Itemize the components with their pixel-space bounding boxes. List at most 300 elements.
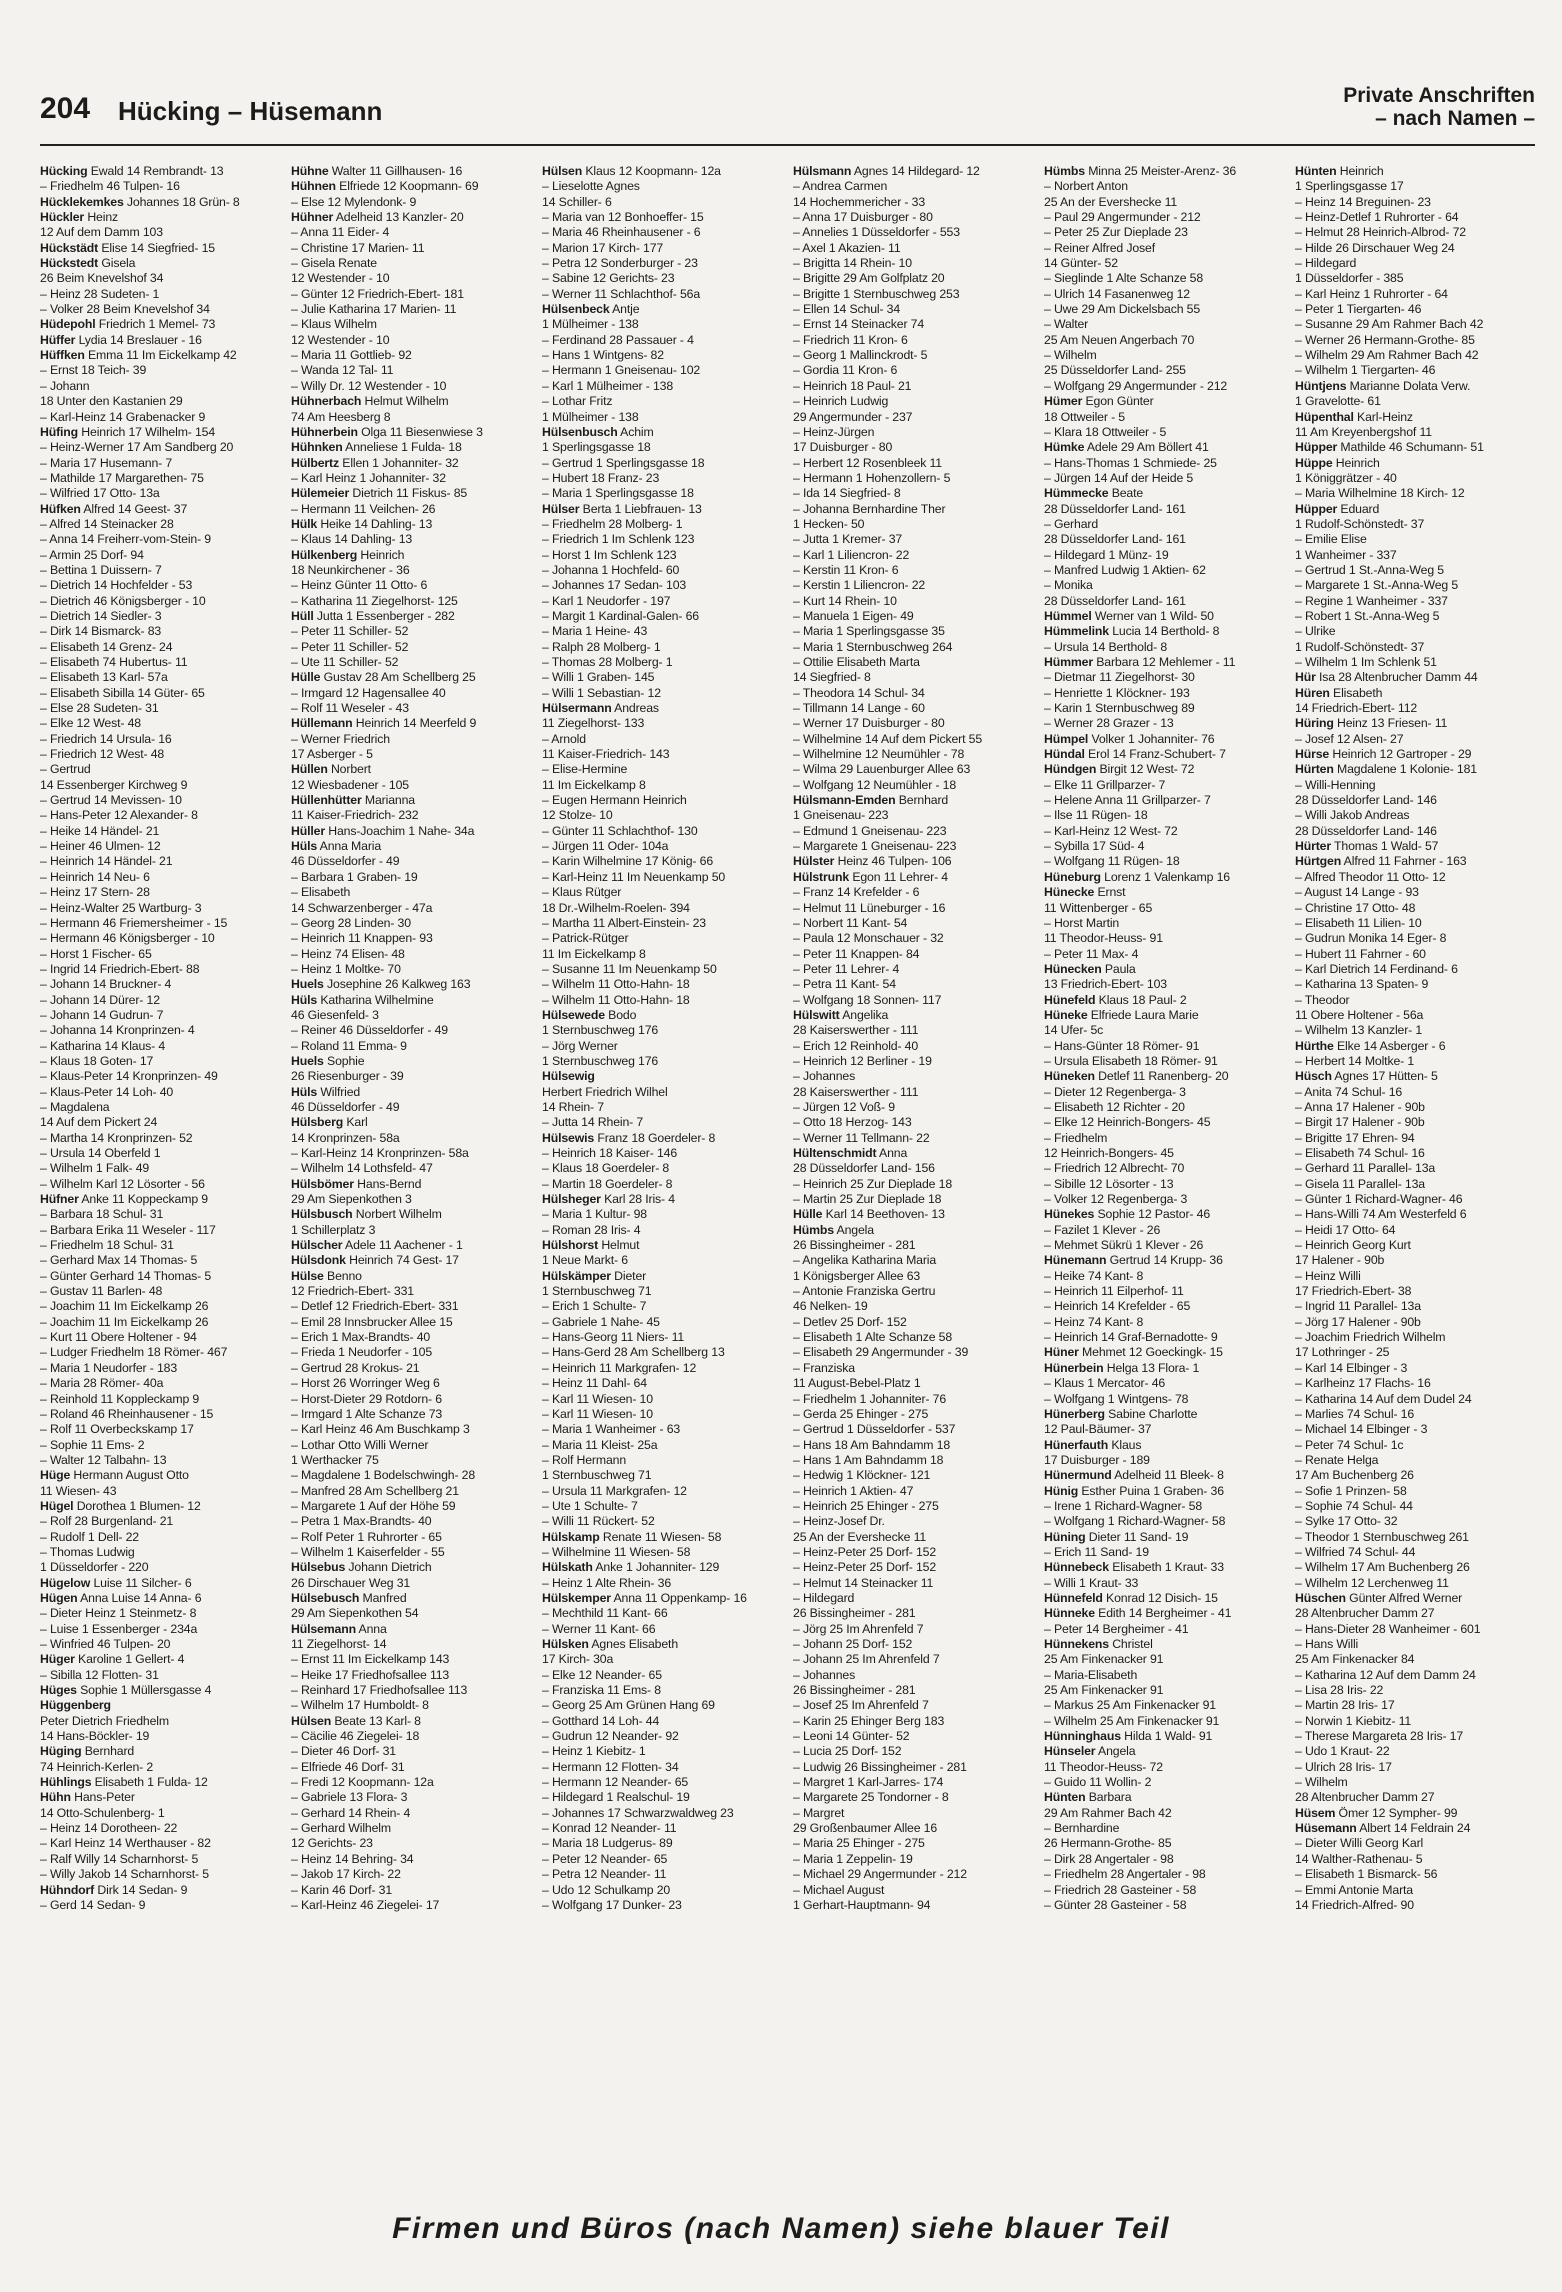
directory-entry: – Friedhelm 46 Tulpen- 16 [40,179,180,194]
directory-entry: – Friedrich 12 Albrecht- 70 [1044,1161,1185,1176]
directory-entry: Hüll Jutta 1 Essenberger - 282 [291,608,455,623]
directory-entry: – Uwe 29 Am Dickelsbach 55 [1044,302,1201,317]
directory-entry: – Dieter Willi Georg Karl [1295,1836,1424,1851]
directory-entry: – Kurt 11 Obere Holtener - 94 [40,1330,197,1345]
directory-entry: – Wilhelm 1 Im Schlenk 51 [1295,655,1437,669]
directory-entry: – Elisabeth [291,885,351,900]
directory-entry: 1 Gravelotte- 61 [1295,394,1381,409]
directory-entry: – Lucia 25 Dorf- 152 [793,1744,902,1759]
directory-entry: – Maria 28 Römer- 40a [40,1376,164,1391]
directory-entry: – Wolfgang 18 Sonnen- 117 [793,992,942,1007]
directory-entry: – Guido 11 Wollin- 2 [1044,1775,1152,1790]
directory-entry: Hüpenthal Karl-Heinz [1295,409,1413,424]
directory-entry: – Wilfried 17 Otto- 13a [40,486,160,501]
directory-entry: – Marion 17 Kirch- 177 [542,240,664,255]
directory-entry: – Heinz-Peter 25 Dorf- 152 [793,1544,937,1559]
directory-entry: 17 Lothringer - 25 [1295,1345,1390,1360]
directory-entry: – Gabriele 1 Nahe- 45 [542,1314,660,1329]
directory-entry: Hülsken Agnes Elisabeth [542,1637,679,1651]
directory-entry: – Friedrich 12 West- 48 [40,747,165,762]
directory-entry: – Barbara Erika 11 Weseler - 117 [40,1222,216,1237]
directory-entry: – Ernst 18 Teich- 39 [40,363,147,378]
directory-entry: – Willi Jakob Andreas [1295,808,1410,823]
directory-entry: – Johann 25 Im Ahrenfeld 7 [793,1652,940,1667]
directory-entry: – Irmgard 1 Alte Schanze 73 [291,1406,443,1421]
directory-entry: Hümer Egon Günter [1044,394,1154,409]
directory-entry: – Lisa 28 Iris- 22 [1295,1683,1384,1698]
directory-entry: – Hans 1 Wintgens- 82 [542,348,664,363]
directory-entry: – Magdalena [40,1099,110,1114]
directory-entry: – Karin 46 Dorf- 31 [291,1882,393,1897]
directory-entry: – Walter 12 Talbahn- 13 [40,1452,167,1467]
directory-entry: 28 Düsseldorfer Land- 156 [793,1161,935,1176]
directory-entry: Hünerbein Helga 13 Flora- 1 [1044,1360,1200,1375]
directory-entry: – Erich 11 Sand- 19 [1044,1544,1149,1559]
directory-entry: – Johann 14 Gudrun- 7 [40,1007,164,1022]
directory-entry: – Jakob 17 Kirch- 22 [291,1867,401,1882]
directory-entry: Hüfing Heinrich 17 Wilhelm- 154 [40,424,216,439]
directory-entry: – Roland 11 Emma- 9 [291,1038,407,1053]
directory-column-2 [291,164,531,2182]
directory-entry: – Hans-Willi 74 Am Westerfeld 6 [1295,1207,1467,1222]
directory-entry: – Hilde 26 Dirschauer Weg 24 [1295,240,1455,255]
directory-entry: 12 Stolze- 10 [542,808,613,823]
directory-entry: – Josef 25 Im Ahrenfeld 7 [793,1698,929,1713]
directory-entry: – Ulrike [1295,624,1336,639]
directory-entry: Hülscher Adele 11 Aachener - 1 [291,1238,463,1253]
directory-entry: – Willi-Henning [1295,777,1376,792]
directory-entry: 14 Ufer- 5c [1044,1023,1104,1038]
directory-entry: 17 Asberger - 5 [291,747,373,762]
directory-entry: – Marlies 74 Schul- 16 [1295,1406,1415,1421]
directory-entry: – Hans 18 Am Bahndamm 18 [793,1437,951,1452]
directory-entry: Hünneke Edith 14 Bergheimer - 41 [1044,1606,1232,1621]
directory-entry: 1 Mülheimer - 138 [542,317,639,332]
directory-entry: – Günter 28 Gasteiner - 58 [1044,1897,1187,1912]
directory-entry: – Elisabeth 11 Lilien- 10 [1295,915,1422,930]
directory-entry: – Hans 1 Am Bahndamm 18 [793,1452,944,1467]
directory-entry: – Willy Dr. 12 Westender - 10 [291,378,447,393]
directory-entry: – Angelika Katharina Maria [793,1253,937,1268]
directory-entry: 25 Am Finkenacker 84 [1295,1652,1415,1667]
directory-entry: Hülskemper Anna 11 Oppenkamp- 16 [542,1590,747,1605]
directory-entry: Hümmel Werner van 1 Wild- 50 [1044,608,1214,623]
directory-entry: Hünnefeld Konrad 12 Disich- 15 [1044,1590,1218,1605]
directory-entry: – Gertrud [40,762,91,777]
directory-entry: – Elke 11 Grillparzer- 7 [1044,777,1166,792]
directory-entry: 1 Sternbuschweg 71 [542,1284,652,1299]
directory-entry: 13 Friedrich-Ebert- 103 [1044,977,1167,992]
directory-entry: Hümmelink Lucia 14 Berthold- 8 [1044,624,1220,639]
directory-entry: – Else 12 Mylendonk- 9 [291,194,417,209]
directory-entry: – Ursula 11 Markgrafen- 12 [542,1483,687,1498]
directory-entry: – Heinz 14 Dorotheen- 22 [40,1821,178,1836]
directory-entry: – Theodora 14 Schul- 34 [793,685,925,700]
directory-column-4 [793,164,1033,2182]
directory-entry: Hürtgen Alfred 11 Fahrner - 163 [1295,854,1467,869]
directory-entry: Hüges Sophie 1 Müllersgasse 4 [40,1683,212,1698]
directory-entry: – Klaus Rütger [542,885,622,900]
directory-entry: Huels Sophie [291,1053,365,1068]
directory-entry: 12 Heinrich-Bongers- 45 [1044,1146,1174,1160]
directory-entry: Hürthe Elke 14 Asberger - 6 [1295,1038,1446,1053]
directory-entry: 14 Otto-Schulenberg- 1 [40,1805,165,1820]
directory-entry: – Ursula 14 Berthold- 8 [1044,639,1168,654]
directory-entry: Hürten Magdalene 1 Kolonie- 181 [1295,762,1477,777]
directory-entry: – Friedhelm 28 Angertaler - 98 [1044,1867,1206,1882]
directory-entry: – Heinz 28 Sudeten- 1 [40,286,160,301]
directory-entry: – Martin 25 Zur Dieplade 18 [793,1192,942,1207]
directory-entry: – Friedhelm 28 Molberg- 1 [542,516,683,531]
directory-entry: 17 Kirch- 30a [542,1652,614,1667]
directory-entry: 14 Friedrich-Alfred- 90 [1295,1897,1414,1912]
directory-entry: Hückler Heinz [40,210,119,225]
directory-entry: – Wolfgang 1 Wintgens- 78 [1044,1391,1189,1406]
directory-entry: – Norwin 1 Kiebitz- 11 [1295,1713,1412,1728]
directory-entry: 17 Duisburger - 80 [793,440,893,455]
directory-entry: – Mehmet Sükrü 1 Klever - 26 [1044,1238,1204,1253]
directory-entry: 14 Kronprinzen- 58a [291,1130,400,1145]
directory-entry: – Anna 17 Duisburger - 80 [793,210,933,225]
directory-entry: – Heinz-Walter 25 Wartburg- 3 [40,900,202,915]
directory-entry: – Herbert 14 Moltke- 1 [1295,1053,1415,1068]
directory-entry: – Konrad 12 Neander- 11 [542,1821,677,1836]
directory-entry: – Roman 28 Iris- 4 [542,1222,641,1237]
directory-entry: – Elisabeth 13 Karl- 57a [40,670,168,685]
directory-entry: – Michael 14 Elbinger - 3 [1295,1422,1428,1437]
directory-columns [40,164,1535,2182]
directory-entry: – Arnold [542,731,586,746]
directory-entry: – Wolfgang 11 Rügen- 18 [1044,854,1180,869]
directory-entry: – Emil 28 Innsbrucker Allee 15 [291,1314,453,1329]
directory-entry: – Jutta 14 Rhein- 7 [542,1115,644,1130]
directory-entry: Hühne Walter 11 Gillhausen- 16 [291,164,463,178]
directory-entry: – Wilhelm 13 Kanzler- 1 [1295,1023,1423,1038]
directory-entry: – Julie Katharina 17 Marien- 11 [291,302,457,317]
directory-entry: – Hermann 11 Veilchen- 26 [291,501,436,516]
directory-entry: – Hermann 1 Gneisenau- 102 [542,363,701,378]
directory-entry: – Regine 1 Wanheimer - 337 [1295,593,1448,608]
directory-entry: – Gertrud 1 Düsseldorfer - 537 [793,1422,956,1437]
directory-entry: – Heiner 46 Ulmen- 12 [40,839,161,854]
directory-entry: – Johannes [793,1069,856,1084]
directory-entry: – Christine 17 Marien- 11 [291,240,425,255]
directory-entry: 12 Friedrich-Ebert- 331 [291,1284,414,1299]
directory-entry: – Heinz Günter 11 Otto- 6 [291,578,428,593]
directory-entry: 1 Sperlingsgasse 17 [1295,179,1404,194]
directory-entry: – Werner 28 Grazer - 13 [1044,716,1174,731]
directory-entry: Hüller Hans-Joachim 1 Nahe- 34a [291,823,475,838]
directory-entry: – Petra 11 Kant- 54 [793,977,896,992]
directory-entry: – Lieselotte Agnes [542,179,640,194]
directory-entry: – Tillmann 14 Lange - 60 [793,701,925,716]
directory-entry: 11 August-Bebel-Platz 1 [793,1376,921,1391]
directory-entry: 28 Altenbrucher Damm 27 [1295,1606,1435,1621]
directory-entry: – August 14 Lange - 93 [1295,885,1419,900]
directory-entry: Hüls Katharina Wilhelmine [291,992,434,1007]
directory-entry: 29 Angermunder - 237 [793,409,913,424]
directory-entry: 1 Mülheimer - 138 [542,409,639,424]
directory-entry: – Johann 14 Dürer- 12 [40,992,160,1007]
directory-entry: – Hubert 18 Franz- 23 [542,470,660,485]
directory-entry: Hülk Heike 14 Dahling- 13 [291,516,433,531]
directory-entry: – Annelies 1 Düsseldorfer - 553 [793,225,960,240]
directory-entry: – Wolfgang 1 Richard-Wagner- 58 [1044,1514,1226,1529]
directory-entry: – Willi 1 Kraut- 33 [1044,1575,1139,1590]
directory-entry: – Thomas Ludwig [40,1544,135,1559]
directory-entry: 28 Düsseldorfer Land- 146 [1295,823,1437,838]
directory-entry: Hüls Anna Maria [291,839,382,854]
directory-entry: – Andrea Carmen [793,179,888,194]
directory-entry: – Volker 12 Regenberga- 3 [1044,1192,1188,1207]
directory-entry: – Katharina 13 Spaten- 9 [1295,977,1429,992]
directory-entry: – Wolfgang 29 Angermunder - 212 [1044,378,1228,393]
directory-entry: Hülemeier Dietrich 11 Fiskus- 85 [291,486,468,501]
directory-entry: – Dietmar 11 Ziegelhorst- 30 [1044,670,1195,685]
directory-entry: – Maria-Elisabeth [1044,1667,1138,1682]
directory-entry: – Ottilie Elisabeth Marta [793,655,920,669]
directory-entry: 25 Am Neuen Angerbach 70 [1044,332,1195,347]
directory-entry: Hüren Elisabeth [1295,685,1383,700]
directory-entry: Hücklekemkes Johannes 18 Grün- 8 [40,194,240,209]
directory-entry: Hülsebusch Manfred [291,1590,407,1605]
directory-entry: – Georg 25 Am Grünen Hang 69 [542,1698,715,1713]
directory-entry: – Karl-Heinz 14 Kronprinzen- 58a [291,1146,469,1160]
directory-entry: – Wilfried 74 Schul- 44 [1295,1544,1416,1559]
directory-entry: Hülsewis Franz 18 Goerdeler- 8 [542,1130,716,1145]
directory-entry: – Heinz 14 Behring- 34 [291,1851,414,1866]
directory-entry: Hünseler Angela [1044,1744,1136,1759]
directory-entry: – Maria 1 Sternbuschweg 264 [793,639,953,654]
directory-entry: – Heinz 74 Kant- 8 [1044,1314,1144,1329]
directory-entry: – Klaus 14 Dahling- 13 [291,532,413,547]
directory-entry: 14 Walther-Rathenau- 5 [1295,1851,1423,1866]
directory-entry: – Karin 1 Sternbuschweg 89 [1044,701,1195,716]
directory-entry: – Detlef 12 Friedrich-Ebert- 331 [291,1299,459,1314]
directory-entry: – Horst 1 Fischer- 65 [40,946,152,961]
directory-entry: – Rudolf 1 Dell- 22 [40,1529,139,1544]
directory-entry: – Dietrich 14 Hochfelder - 53 [40,578,193,593]
directory-entry: – Maria 11 Gottlieb- 92 [291,348,412,363]
directory-entry: Hülshorst Helmut [542,1238,640,1253]
directory-entry: 28 Düsseldorfer Land- 161 [1044,532,1186,547]
directory-entry: – Ralf Willy 14 Scharnhorst- 5 [40,1851,199,1866]
directory-entry: Hüffken Emma 11 Im Eickelkamp 42 [40,348,237,363]
directory-entry: Hünninghaus Hilda 1 Wald- 91 [1044,1729,1213,1744]
directory-entry: – Friedhelm [1044,1130,1108,1145]
directory-entry: – Brigitte 1 Sternbuschweg 253 [793,286,960,301]
directory-entry: – Maria 1 Kultur- 98 [542,1207,647,1222]
directory-entry: – Hermann 12 Flotten- 34 [542,1759,679,1774]
directory-entry: Hüllen Norbert [291,762,371,777]
directory-entry: – Ernst 11 Im Eickelkamp 143 [291,1652,450,1667]
directory-entry: Hüger Karoline 1 Gellert- 4 [40,1652,185,1667]
directory-entry: Hülsmann Agnes 14 Hildegard- 12 [793,164,980,178]
directory-entry: – Cäcilie 46 Ziegelei- 18 [291,1729,420,1744]
directory-entry: – Maria 17 Husemann- 7 [40,455,173,470]
directory-entry: 1 Rudolf-Schönstedt- 37 [1295,639,1425,654]
directory-entry: – Horst-Dieter 29 Rotdorn- 6 [291,1391,442,1406]
directory-entry: 14 Schwarzenberger - 47a [291,900,433,915]
directory-entry: 25 Düsseldorfer Land- 255 [1044,363,1186,378]
directory-entry: – Rolf 28 Burgenland- 21 [40,1514,174,1529]
directory-entry: – Margarete 1 St.-Anna-Weg 5 [1295,578,1459,593]
directory-entry: – Hildegard 1 Realschul- 19 [542,1790,690,1805]
directory-entry: – Hedwig 1 Klöckner- 121 [793,1468,931,1483]
directory-entry: 18 Dr.-Wilhelm-Roelen- 394 [542,900,690,915]
directory-entry: – Maria 1 Neudorfer - 183 [40,1360,178,1375]
directory-entry: – Karl Heinz 14 Werthauser - 82 [40,1836,211,1851]
directory-entry: 1 Wanheimer - 337 [1295,547,1397,562]
directory-entry: – Katharina 11 Ziegelhorst- 125 [291,593,458,608]
directory-entry: – Reiner 46 Düsseldorfer - 49 [291,1023,448,1038]
directory-entry: Hühnken Anneliese 1 Fulda- 18 [291,440,462,455]
directory-entry: – Wilhelmine 11 Wiesen- 58 [542,1544,691,1559]
directory-entry: 26 Bissingheimer - 281 [793,1606,916,1621]
page-range-title: Hücking – Hüsemann [118,96,383,126]
directory-entry: – Volker 28 Beim Knevelshof 34 [40,302,210,317]
directory-entry: 1 Sternbuschweg 176 [542,1053,659,1068]
directory-entry: – Emilie Elise [1295,532,1367,547]
directory-entry: – Joachim 11 Im Eickelkamp 26 [40,1299,209,1314]
directory-entry: – Peter 11 Max- 4 [1044,946,1139,961]
directory-entry: Hünecken Paula [1044,961,1136,976]
directory-entry: – Karl 14 Elbinger - 3 [1295,1360,1408,1375]
directory-entry: – Petra 1 Max-Brandts- 40 [291,1514,432,1529]
directory-entry: Hüner Mehmet 12 Goeckingk- 15 [1044,1345,1223,1360]
directory-entry: – Ursula 14 Oberfeld 1 [40,1146,161,1160]
page-number: 204 [40,92,91,125]
directory-entry: – Maria 11 Kleist- 25a [542,1437,658,1452]
directory-entry: – Ludwig 26 Bissingheimer - 281 [793,1759,967,1774]
directory-entry: Hürse Heinrich 12 Gartroper - 29 [1295,747,1472,762]
directory-entry: 14 Hans-Böckler- 19 [40,1729,150,1744]
directory-entry: – Wilhelm 29 Am Rahmer Bach 42 [1295,348,1479,363]
directory-entry: – Anna 11 Eider- 4 [291,225,390,240]
directory-entry: Hünten Heinrich [1295,164,1384,178]
directory-entry: – Margret [793,1805,845,1820]
directory-entry: – Udo 12 Schulkamp 20 [542,1882,671,1897]
directory-entry: – Margit 1 Kardinal-Galen- 66 [542,608,699,623]
directory-entry: – Elisabeth 74 Hubertus- 11 [40,655,188,669]
directory-entry: – Klaus 1 Mercator- 46 [1044,1376,1166,1391]
directory-entry: – Gisela 11 Parallel- 13a [1295,1176,1425,1191]
directory-entry: – Hermann 46 Friemersheimer - 15 [40,915,228,930]
directory-entry: – Klaus Wilhelm [291,317,377,332]
directory-entry: – Otto 18 Herzog- 143 [793,1115,912,1130]
directory-entry: – Heinrich 14 Neu- 6 [40,869,150,884]
directory-entry: – Elisabeth 12 Richter - 20 [1044,1099,1185,1114]
directory-entry: – Peter 25 Zur Dieplade 23 [1044,225,1188,240]
directory-entry: – Katharina 14 Auf dem Dudel 24 [1295,1391,1472,1406]
directory-entry: 11 Theodor-Heuss- 72 [1044,1759,1163,1774]
directory-entry: 46 Giesenfeld- 3 [291,1007,379,1022]
directory-entry: 1 Düsseldorfer - 385 [1295,271,1404,286]
directory-entry: – Sabine 12 Gerichts- 23 [542,271,675,286]
directory-entry: – Rolf 11 Overbeckskamp 17 [40,1422,194,1437]
directory-entry: – Rolf 11 Weseler - 43 [291,701,409,716]
directory-entry: 11 Am Kreyenbergshof 11 [1295,424,1432,439]
directory-entry: 1 Gerhart-Hauptmann- 94 [793,1897,931,1912]
directory-entry: – Hermann 1 Hohenzollern- 5 [793,470,951,485]
directory-entry: 46 Nelken- 19 [793,1299,868,1314]
directory-entry: – Maria 1 Zeppelin- 19 [793,1851,913,1866]
directory-entry: – Hans-Thomas 1 Schmiede- 25 [1044,455,1217,470]
directory-entry: – Franziska [793,1360,855,1375]
directory-entry: 74 Heinrich-Kerlen- 2 [40,1759,154,1774]
directory-entry: – Michael 29 Angermunder - 212 [793,1867,967,1882]
directory-entry: – Thomas 28 Molberg- 1 [542,655,673,669]
directory-entry: – Elke 12 West- 48 [40,716,141,731]
directory-entry: – Jörg Werner [542,1038,618,1053]
directory-entry: Hülster Heinz 46 Tulpen- 106 [793,854,952,869]
directory-entry: Hühndorf Dirk 14 Sedan- 9 [40,1882,188,1897]
directory-entry: Hülsemann Anna [291,1621,387,1636]
directory-entry: – Werner 11 Kant- 66 [542,1621,656,1636]
directory-entry: Hühner Adelheid 13 Kanzler- 20 [291,210,464,225]
directory-entry: – Mechthild 11 Kant- 66 [542,1606,668,1621]
directory-entry: Hünecke Ernst [1044,885,1126,900]
directory-entry: Hüggenberg [40,1698,111,1713]
directory-entry: – Anita 74 Schul- 16 [1295,1084,1403,1099]
directory-entry: 14 Essenberger Kirchweg 9 [40,777,188,792]
directory-entry: Hülsewig [542,1069,595,1084]
directory-entry: – Wilma 29 Lauenburger Allee 63 [793,762,971,777]
directory-entry: – Werner 26 Hermann-Grothe- 85 [1295,332,1475,347]
directory-entry: – Hans Willi [1295,1637,1359,1651]
section-title-line2: – nach Namen – [1375,107,1535,130]
directory-entry: – Fazilet 1 Klever - 26 [1044,1222,1161,1237]
directory-entry: – Kurt 14 Rhein- 10 [793,593,897,608]
directory-entry: – Wilhelmine 12 Neumühler - 78 [793,747,965,762]
directory-entry: Hülskath Anke 1 Johanniter- 129 [542,1560,720,1575]
directory-entry: – Willy Jakob 14 Scharnhorst- 5 [40,1867,209,1882]
directory-entry: Hüpper Mathilde 46 Schumann- 51 [1295,440,1484,455]
directory-entry: – Maria 25 Ehinger - 275 [793,1836,925,1851]
directory-entry: – Wanda 12 Tal- 11 [291,363,394,378]
directory-entry: – Mathilde 17 Margarethen- 75 [40,470,204,485]
directory-entry: Hüffer Lydia 14 Breslauer - 16 [40,332,202,347]
directory-entry: – Erich 1 Schulte- 7 [542,1299,647,1314]
directory-entry: Hümmecke Beate [1044,486,1144,501]
directory-entry: – Heinz-Detlef 1 Ruhrorter - 64 [1295,210,1459,225]
directory-entry: 28 Kaiserswerther - 111 [793,1023,919,1038]
directory-entry: – Sieglinde 1 Alte Schanze 58 [1044,271,1204,286]
directory-entry: – Heidi 17 Otto- 64 [1295,1222,1396,1237]
directory-entry: Hülkenberg Heinrich [291,547,405,562]
directory-entry: – Karl Dietrich 14 Ferdinand- 6 [1295,961,1458,976]
directory-entry: – Ulrich 28 Iris- 17 [1295,1759,1392,1774]
directory-entry: – Margarete 1 Auf der Höhe 59 [291,1498,456,1513]
directory-entry: Hünemann Gertrud 14 Krupp- 36 [1044,1253,1223,1268]
directory-entry: – Friedrich 1 Im Schlenk 123 [542,532,695,547]
directory-entry: – Ludger Friedhelm 18 Römer- 467 [40,1345,228,1360]
directory-entry: 1 Rudolf-Schönstedt- 37 [1295,516,1425,531]
directory-entry: Hünnebeck Elisabeth 1 Kraut- 33 [1044,1560,1224,1575]
directory-entry: – Eugen Hermann Heinrich [542,793,687,808]
directory-entry: – Katharina 14 Klaus- 4 [40,1038,166,1053]
directory-entry: – Hildegard [1295,256,1357,271]
directory-entry: – Sibilla 12 Flotten- 31 [40,1667,159,1682]
directory-entry: – Gerhard [1044,516,1099,531]
directory-entry: – Hans-Gerd 28 Am Schellberg 13 [542,1345,725,1360]
directory-entry: – Norbert Anton [1044,179,1128,194]
directory-entry: Hülle Gustav 28 Am Schellberg 25 [291,670,476,685]
directory-entry: Hügen Anna Luise 14 Anna- 6 [40,1590,202,1605]
directory-entry: – Klaus 18 Goten- 17 [40,1053,154,1068]
directory-column-3 [542,164,782,2182]
directory-entry: 17 Duisburger - 189 [1044,1452,1150,1467]
